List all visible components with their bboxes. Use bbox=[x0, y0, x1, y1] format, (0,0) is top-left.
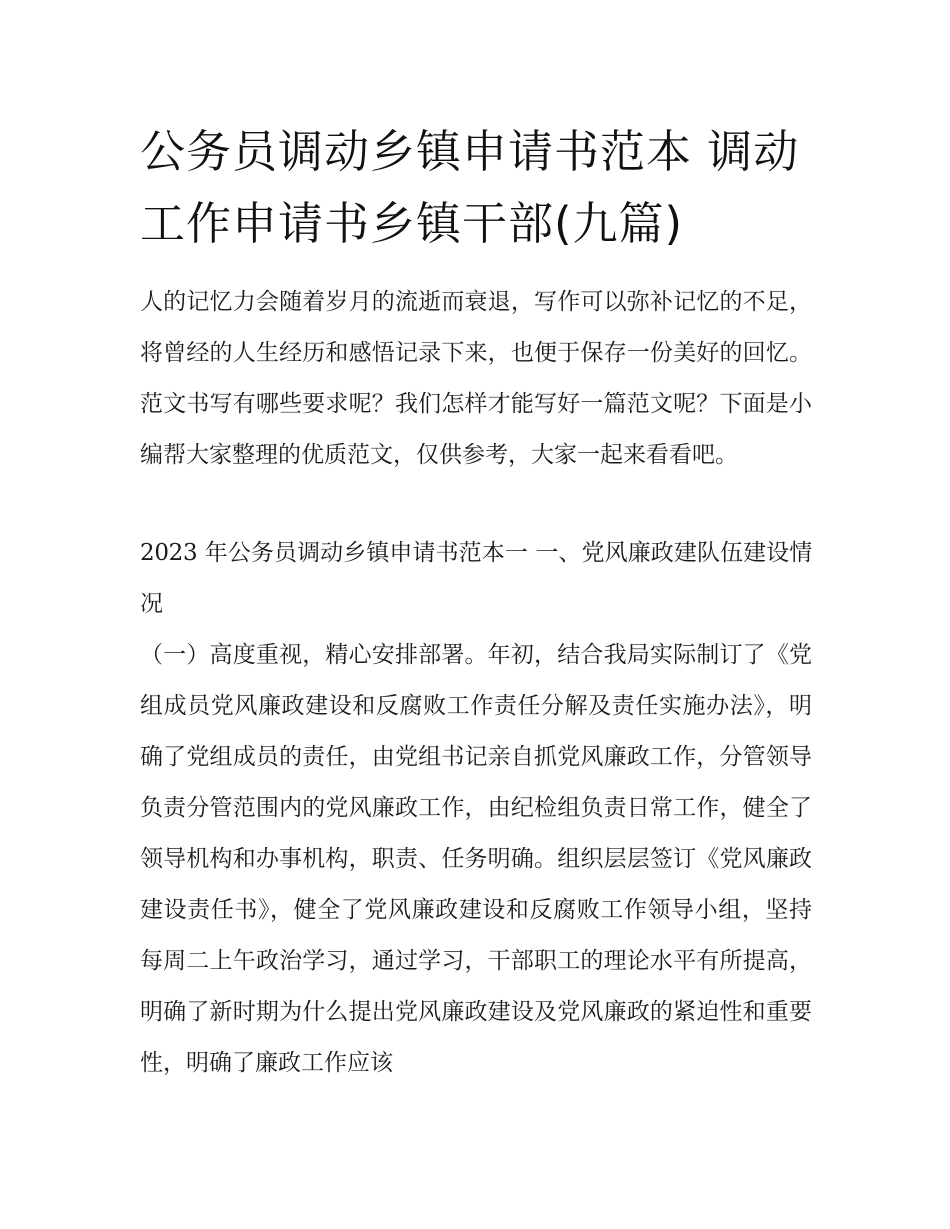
body-paragraph: （一）高度重视，精心安排部署。年初，结合我局实际制订了《党组成员党风廉政建设和反腐败工作责任分解及责任实施办法》，明确了党组成员的责任，由党组书记亲自抓党风廉政工作，分管领导负责分管范围内的党风廉政工作，由纪检组负责日常工作，健全了领导机构和办事机构，职责、任务明确。组织层层签订《党风廉政建设责任书》，健全了党风廉政建设和反腐败工作领导小组，坚持每周二上午政治学习，通过学习，干部职工的理论水平有所提高，明确了新时期为什么提出党风廉政建设及党风廉政的紧迫性和重要性，明确了廉政工作应该 bbox=[140, 642, 812, 1076]
document-title: 公务员调动乡镇申请书范本 调动工作申请书乡镇干部(九篇) bbox=[140, 125, 800, 250]
section-heading: 2023 年公务员调动乡镇申请书范本一 一、党风廉政建队伍建设情况 bbox=[140, 540, 812, 617]
intro-paragraph: 人的记忆力会随着岁月的流逝而衰退，写作可以弥补记忆的不足，将曾经的人生经历和感悟记录下来，也便于保存一份美好的回忆。范文书写有哪些要求呢？我们怎样才能写好一篇范文呢？下面是小编帮大家整理的优质范文，仅供参考，大家一起来看看吧。 bbox=[140, 289, 812, 468]
